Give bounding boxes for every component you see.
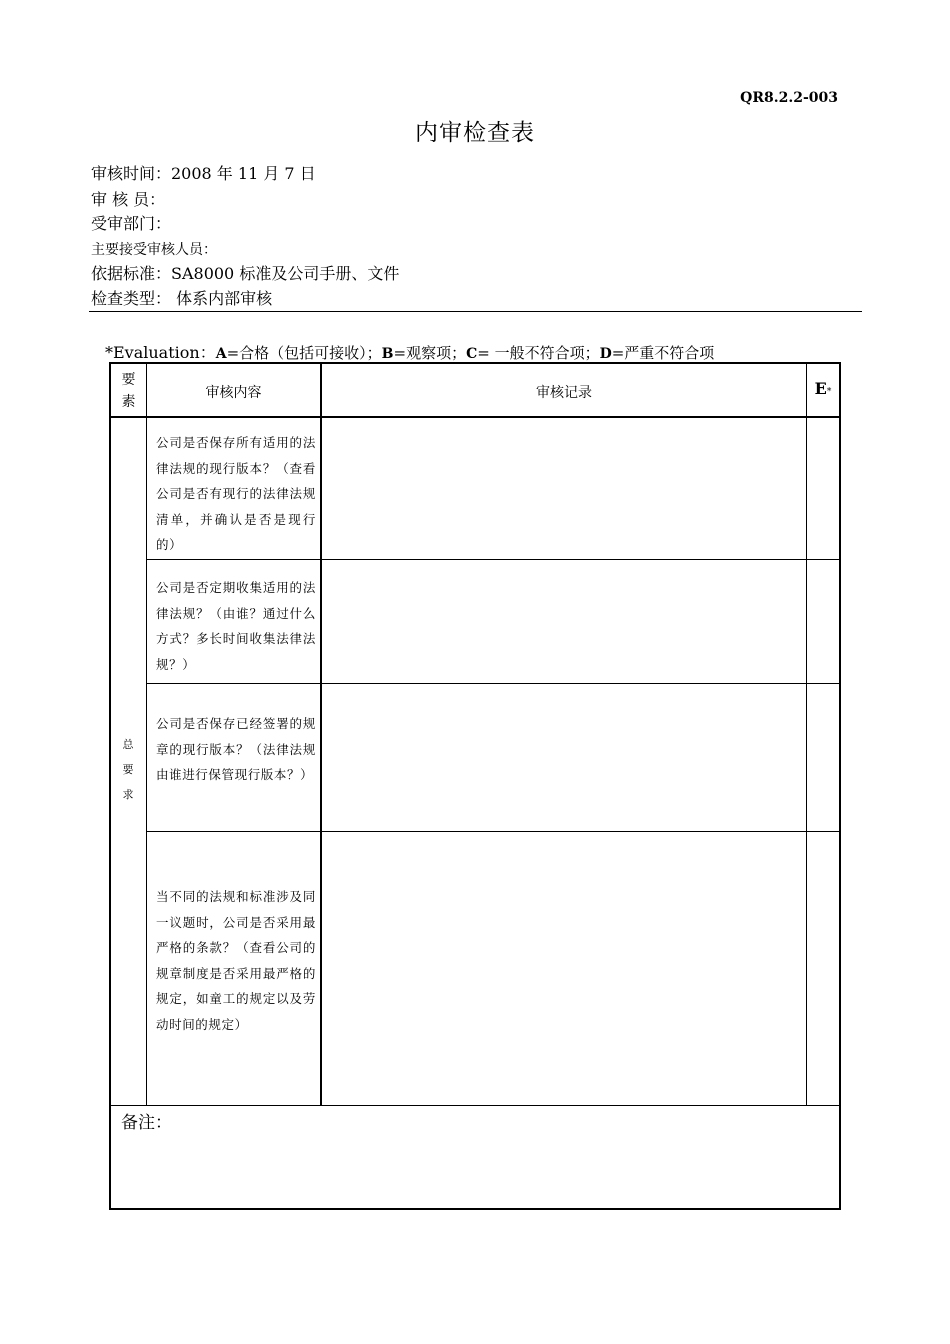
eval-text-b: =观察项； [393, 344, 467, 362]
remark-label: 备注： [121, 1113, 172, 1133]
row-3-record[interactable] [323, 685, 805, 830]
header-eval-star: * [826, 387, 832, 397]
row-3-eval[interactable] [808, 685, 838, 830]
row-1-content: 公司是否保存所有适用的法律法规的现行版本？（查看公司是否有现行的法律法规清单，并确认是否是现行的） [156, 435, 316, 552]
eval-key-d: D [599, 346, 612, 362]
row-3-content: 公司是否保存已经签署的规章的现行版本？（法律法规由谁进行保管现行版本？） [156, 716, 316, 782]
eval-key-c: C [466, 346, 478, 362]
document-code: QR8.2.2-003 [740, 90, 838, 106]
eval-text-a: =合格（包括可接收）； [226, 344, 382, 362]
header-evaluation [807, 379, 839, 398]
row-4-record[interactable] [323, 833, 805, 1104]
evaluation-prefix: *Evaluation： [105, 343, 216, 362]
audited-department: 受审部门： [91, 214, 172, 233]
eval-text-d: =严重不符合项 [611, 344, 715, 362]
row-2-record[interactable] [323, 561, 805, 682]
grid-line [146, 683, 839, 684]
row-4-content: 当不同的法规和标准涉及同一议题时，公司是否采用最严格的条款？（查看公司的规章制度是否采用最严格的规定，如童工的规定以及劳动时间的规定） [156, 889, 316, 1032]
header-element [111, 369, 146, 413]
interviewees: 主要接受审核人员： [91, 242, 217, 258]
audit-checklist-table [109, 362, 841, 1210]
grid-line [320, 364, 322, 1105]
auditor: 审 核 员： [91, 190, 166, 209]
header-element-line1: 要 [121, 372, 136, 388]
section-label-char: 求 [122, 788, 134, 801]
grid-line [146, 831, 839, 832]
header-eval-letter: E [814, 379, 827, 398]
section-label-char: 要 [122, 763, 134, 776]
audit-basis: 依据标准：SA8000 标准及公司手册、文件 [91, 264, 400, 283]
section-label [119, 732, 137, 807]
page-title: 内审检查表 [415, 120, 535, 146]
evaluation-legend [105, 340, 714, 363]
divider [89, 311, 862, 312]
grid-line [806, 364, 807, 1105]
row-1-eval[interactable] [808, 418, 838, 558]
eval-key-a: A [215, 346, 227, 362]
row-2-content: 公司是否定期收集适用的法律法规？（由谁？通过什么方式？多长时间收集法律法规？） [156, 580, 316, 672]
grid-line [111, 1105, 839, 1106]
grid-line [146, 559, 839, 560]
header-element-line2: 素 [121, 394, 136, 410]
eval-text-c: = 一般不符合项； [477, 344, 600, 362]
grid-line [146, 364, 147, 1105]
row-4-eval[interactable] [808, 833, 838, 1104]
header-audit-record: 审核记录 [536, 385, 592, 401]
audit-type: 检查类型： 体系内部审核 [91, 289, 273, 308]
row-2-eval[interactable] [808, 561, 838, 682]
row-1-record[interactable] [323, 418, 805, 558]
audit-time: 审核时间：2008 年 11 月 7 日 [91, 164, 316, 183]
header-audit-content: 审核内容 [205, 385, 262, 401]
section-label-char: 总 [122, 738, 134, 751]
eval-key-b: B [381, 346, 394, 362]
